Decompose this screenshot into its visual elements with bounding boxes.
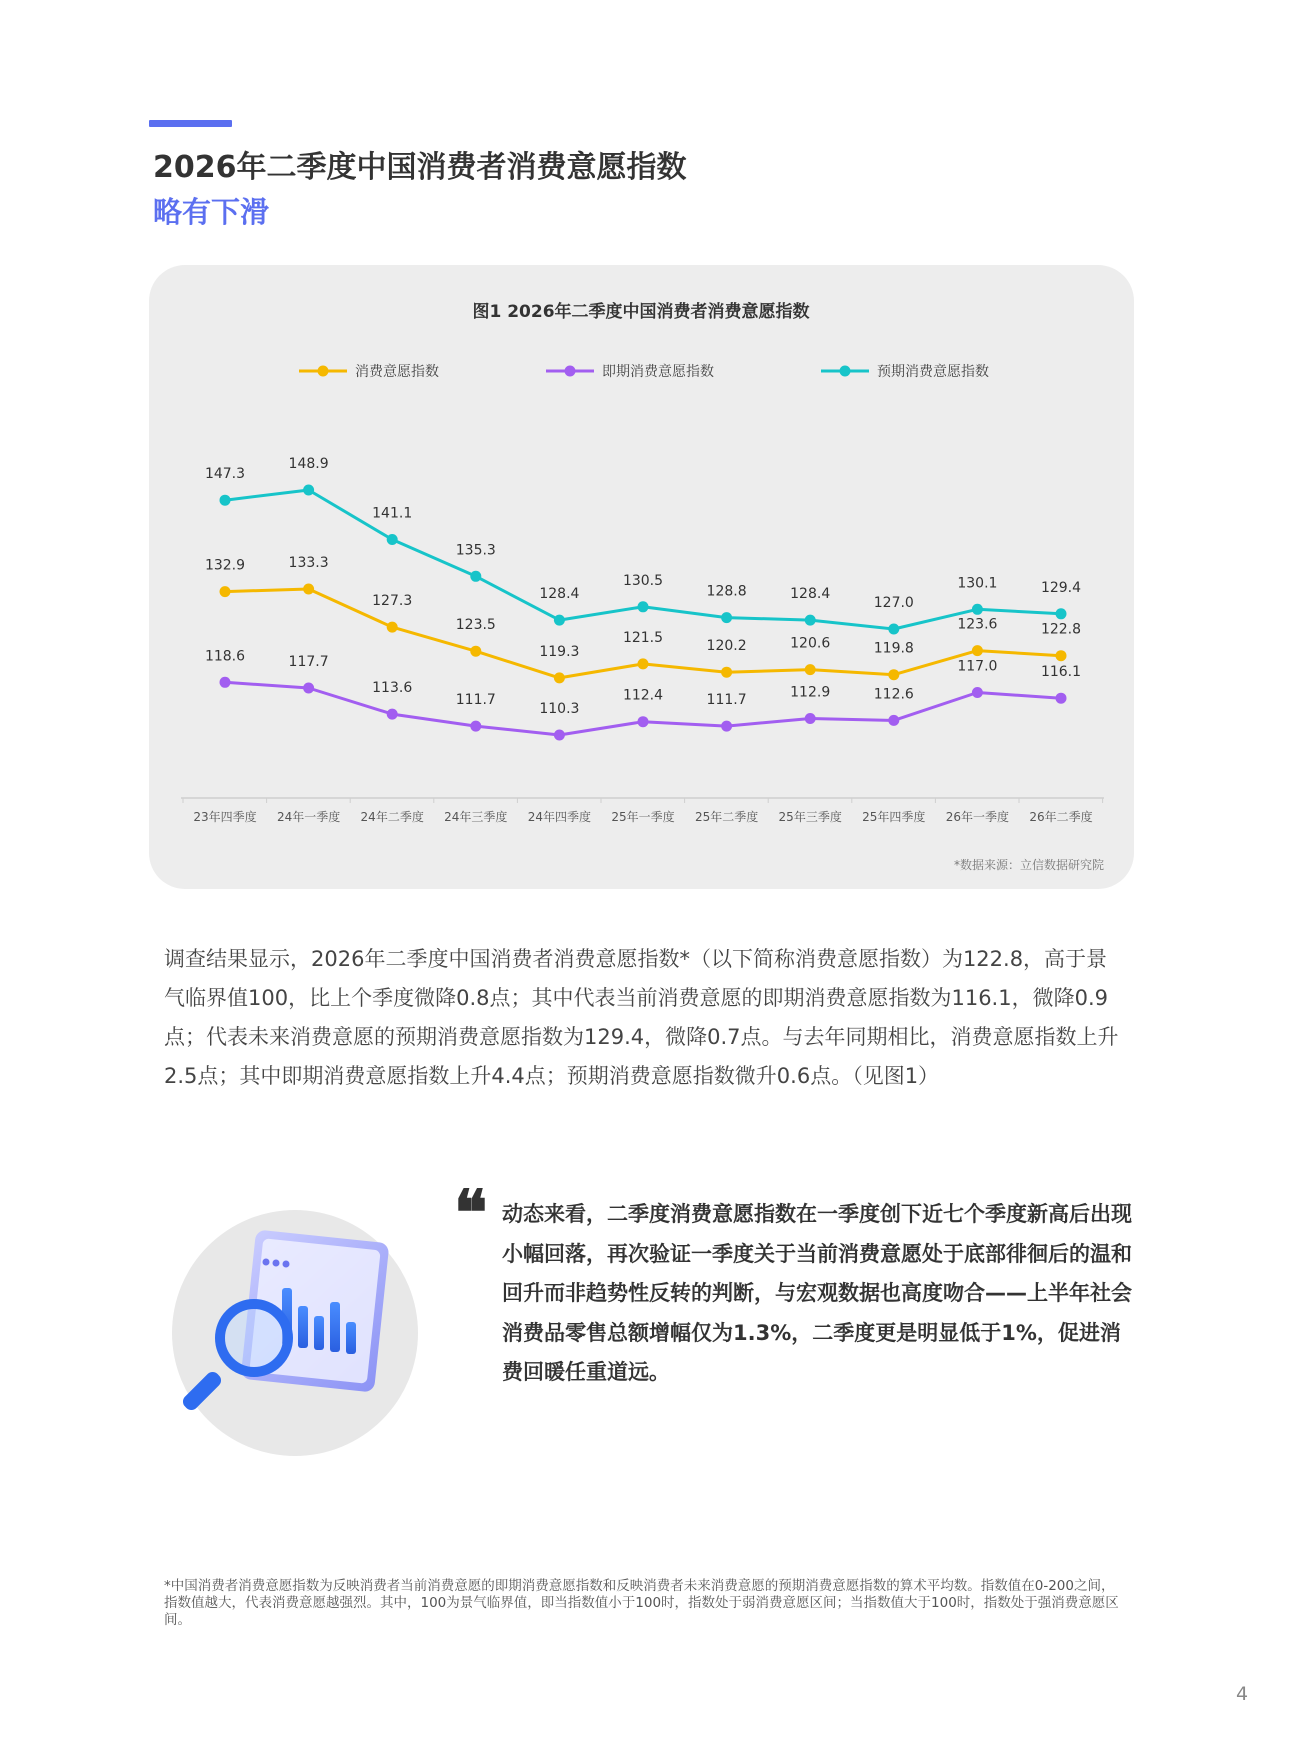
data-label: 130.5	[622, 572, 664, 589]
body-paragraph	[164, 940, 1122, 1096]
footnote: *中国消费者消费意愿指数为反映消费者当前消费意愿的即期消费意愿指数和反映消费者未来消费意愿的预期消费意愿指数的算术平均数。指数值在0-200之间，指数值越大，代表消费意愿越强烈。其中，100为景气临界值，即当指数值小于100时，指数处于弱消费意愿区间；当指数值大于100时，指数处于强消费意愿区间。	[164, 1578, 1119, 1628]
legend-marker	[318, 366, 329, 377]
data-label: 120.2	[706, 638, 747, 655]
legend-label: 预期消费意愿指数	[877, 364, 989, 380]
page-subtitle: 略有下滑	[153, 195, 270, 229]
data-label: 111.7	[706, 692, 747, 709]
data-label: 111.7	[455, 692, 496, 709]
chart-source: *数据来源：立信数据研究院	[953, 858, 1104, 872]
data-label: 130.1	[957, 575, 998, 592]
legend-marker	[565, 366, 576, 377]
chart-card	[149, 265, 1134, 889]
data-label: 123.6	[957, 616, 998, 633]
data-label: 123.5	[455, 617, 496, 634]
data-point	[638, 601, 649, 612]
data-point	[554, 615, 565, 626]
data-label: 127.0	[873, 595, 914, 611]
data-point	[303, 584, 314, 595]
data-label: 141.1	[372, 505, 413, 522]
data-point	[220, 495, 231, 506]
data-label: 119.8	[873, 640, 914, 657]
data-label: 147.3	[204, 466, 246, 483]
data-point	[805, 615, 816, 626]
data-label: 135.3	[455, 542, 496, 559]
data-point	[805, 713, 816, 724]
data-point	[888, 669, 899, 680]
x-tick-label: 24年一季度	[276, 810, 341, 824]
data-point	[387, 709, 398, 720]
data-point	[470, 646, 481, 657]
data-label: 122.8	[1040, 621, 1082, 638]
x-tick-label: 24年四季度	[527, 810, 592, 824]
data-label: 121.5	[622, 629, 664, 646]
data-point	[470, 721, 481, 732]
data-label: 110.3	[539, 701, 580, 717]
body-paragraph-text: 调查结果显示，2026年二季度中国消费者消费意愿指数*（以下简称消费意愿指数）为122.8，高于景气临界值100，比上个季度微降0.8点；其中代表当前消费意愿的即期消费意愿指数为116.1，微降0.9点；代表未来消费意愿的预期消费意愿指数为129.4，微降0.7点。与去年同期相比，消费意愿指数上升2.5点；其中即期消费意愿指数上升4.4点；预期消费意愿指数微升0.6点。（见图1）	[164, 947, 1119, 1088]
data-point	[972, 645, 983, 656]
data-point	[972, 604, 983, 615]
data-label: 128.8	[706, 583, 747, 600]
data-point	[387, 534, 398, 545]
quote-mark: ❝	[454, 1176, 488, 1249]
illustration-circle	[172, 1210, 418, 1456]
data-label: 118.6	[204, 648, 246, 665]
x-tick-label: 25年二季度	[694, 810, 759, 824]
data-point	[303, 485, 314, 496]
x-tick-label: 25年一季度	[611, 810, 675, 824]
x-tick-label: 26年二季度	[1029, 810, 1093, 824]
data-label: 128.4	[539, 586, 580, 603]
data-point	[1056, 650, 1067, 661]
data-point	[1056, 693, 1067, 704]
quote-text: 动态来看，二季度消费意愿指数在一季度创下近七个季度新高后出现小幅回落，再次验证一季度关于当前消费意愿处于底部徘徊后的温和回升而非趋势性反转的判断，与宏观数据也高度吻合——上半年社会消费品零售总额增幅仅为1.3%，二季度更是明显低于1%，促进消费回暖任重道远。	[502, 1202, 1132, 1384]
data-label: 129.4	[1040, 579, 1082, 596]
x-tick-label: 25年三季度	[778, 810, 842, 824]
data-point	[387, 622, 398, 633]
data-point	[972, 687, 983, 698]
data-label: 112.4	[622, 687, 664, 704]
data-point	[303, 683, 314, 694]
x-tick-label: 25年四季度	[862, 810, 926, 824]
data-point	[220, 677, 231, 688]
title-accent-bar	[149, 120, 232, 127]
line-chart	[149, 265, 1134, 889]
data-label: 127.3	[372, 593, 413, 610]
data-point	[721, 612, 732, 623]
data-label: 132.9	[204, 557, 246, 574]
data-point	[888, 624, 899, 635]
data-label: 119.3	[539, 643, 580, 660]
data-point	[1056, 608, 1067, 619]
data-point	[721, 667, 732, 678]
page-title: 2026年二季度中国消费者消费意愿指数	[153, 150, 687, 185]
data-point	[888, 715, 899, 726]
data-point	[220, 586, 231, 597]
data-label: 113.6	[372, 680, 413, 697]
page-number: 4	[1236, 1683, 1249, 1705]
magnifier-chart-icon	[172, 1210, 418, 1456]
x-tick-label: 26年一季度	[945, 810, 1010, 824]
data-point	[638, 716, 649, 727]
legend-marker	[840, 366, 851, 377]
data-point	[805, 664, 816, 675]
data-label: 112.6	[873, 686, 914, 703]
data-point	[554, 672, 565, 683]
legend-label: 即期消费意愿指数	[602, 364, 714, 380]
chart-title: 图1 2026年二季度中国消费者消费意愿指数	[472, 302, 810, 322]
data-point	[554, 730, 565, 741]
data-label: 117.0	[957, 658, 998, 675]
x-tick-label: 24年三季度	[444, 810, 508, 824]
x-tick-label: 24年二季度	[360, 810, 424, 824]
data-label: 116.1	[1040, 664, 1082, 681]
data-label: 120.6	[790, 635, 831, 652]
data-label: 148.9	[288, 456, 329, 472]
data-label: 117.7	[288, 654, 329, 670]
data-point	[638, 658, 649, 669]
x-tick-label: 23年四季度	[193, 810, 257, 824]
data-label: 128.4	[790, 586, 831, 603]
legend-label: 消费意愿指数	[355, 364, 439, 380]
data-point	[721, 721, 732, 732]
data-label: 133.3	[288, 555, 329, 571]
data-point	[470, 571, 481, 582]
data-label: 112.9	[790, 684, 831, 701]
